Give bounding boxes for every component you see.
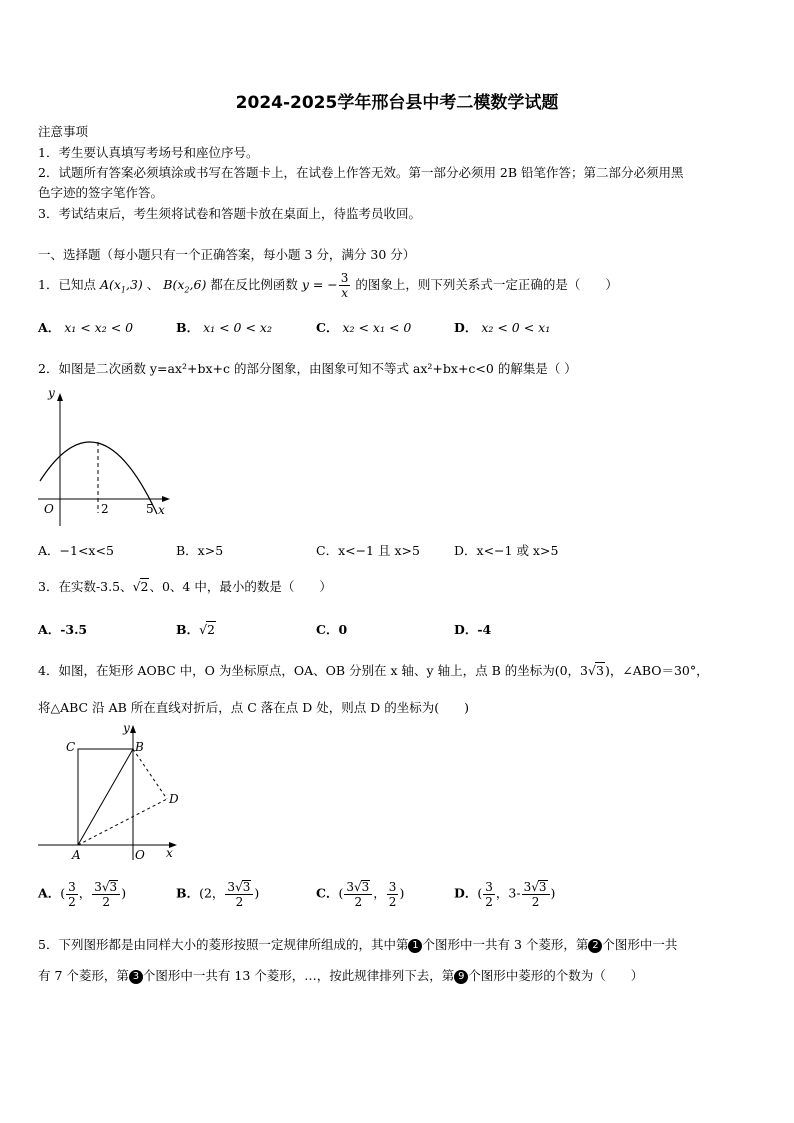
- q1-text-pre: 1．已知点: [38, 277, 96, 292]
- q1-option-a: A． x₁ < x₂ < 0: [38, 320, 134, 335]
- q1-text-post: 的图象上，则下列关系式一定正确的是（ ）: [355, 277, 618, 292]
- q2-y-arrow: [57, 393, 63, 401]
- q3-option-d: D．-4: [454, 622, 492, 637]
- q2-option-a: A．−1<x<5: [38, 543, 114, 558]
- question-5-line-2: 有 7 个菱形，第 3 个图形中一共有 13 个菱形，…，按此规律排列下去，第 9 个图形中菱形的个数为（ ）: [38, 968, 644, 983]
- q3-option-b: B．√2: [176, 622, 215, 637]
- q1-point-b: $B(x_2,6)$: [163, 277, 207, 295]
- question-2: 2．如图是二次函数 y=ax²+bx+c 的部分图象，由图象可知不等式 ax²+bx+c<0 的解集是（ ）: [38, 361, 577, 376]
- q2-option-b: B．x>5: [176, 543, 224, 558]
- q4-label-a: A: [72, 848, 81, 862]
- q3-option-a: A．-3.5: [38, 622, 88, 637]
- q4-y-arrow: [130, 725, 136, 733]
- q2-y-label: y: [48, 388, 55, 400]
- question-3: 3．在实数-3.5、√2、0、4 中，最小的数是（ ）: [38, 579, 332, 594]
- q4-label-o: O: [135, 848, 145, 862]
- q2-x-label: x: [158, 503, 165, 517]
- q1-fraction: $\frac{3}{x}$: [340, 271, 349, 300]
- circled-number-1: 1: [408, 939, 422, 953]
- q2-option-d: D．x<−1 或 x>5: [454, 543, 559, 558]
- q4-label-c: C: [66, 740, 76, 754]
- notice-item-1: 1．考生要认真填写考场号和座位序号。: [38, 145, 259, 160]
- q2-parabola-graph: [30, 388, 175, 533]
- q4-option-d: D．( $\frac{3}{2}$ ，3- $\frac{3√3}{2}$ ): [454, 879, 556, 909]
- q2-x-arrow: [162, 496, 170, 502]
- q4-label-x: x: [166, 846, 173, 860]
- section-heading: 一、选择题（每小题只有一个正确答案，每小题 3 分，满分 30 分）: [38, 247, 416, 262]
- q3-option-c: C．0: [316, 622, 348, 637]
- q2-option-c: C．x<−1 且 x>5: [316, 543, 420, 558]
- question-1: [38, 272, 618, 299]
- q2-tick-5: 5: [146, 502, 154, 516]
- notice-heading: 注意事项: [38, 124, 89, 139]
- question-4-line-1: 4．如图，在矩形 AOBC 中，O 为坐标原点，OA、OB 分别在 x 轴、y 轴上，点 B 的坐标为(0，3√3)，∠ABO＝30°，: [38, 663, 709, 678]
- q4-label-b: B: [135, 740, 144, 754]
- q1-option-c: C． x₂ < x₁ < 0: [316, 320, 412, 335]
- q1-sep: 、: [146, 277, 160, 292]
- q4-option-c: C．( $\frac{3√3}{2}$ ， $\frac{3}{2}$ ): [316, 879, 405, 909]
- question-5-line-1: 5．下列图形都是由同样大小的菱形按照一定规律所组成的，其中第 1 个图形中一共有 3 个菱形，第 2 个图形中一共: [38, 937, 678, 952]
- page-title: 2024-2025学年邢台县中考二模数学试题: [235, 93, 559, 113]
- q2-tick-2: 2: [101, 502, 109, 516]
- q4-option-a: A．( $\frac{3}{2}$ ， $\frac{3√3}{2}$ ): [38, 879, 127, 909]
- question-4-line-2: 将△ABC 沿 AB 所在直线对折后，点 C 落在点 D 处，则点 D 的坐标为( ): [38, 700, 469, 715]
- notice-item-2b: 色字迹的签字笔作答。: [38, 185, 164, 200]
- circled-number-2: 2: [588, 939, 602, 953]
- circled-number-9: 9: [454, 970, 468, 984]
- q4-segment-bd: [133, 749, 167, 799]
- q4-label-y: y: [123, 721, 130, 735]
- notice-item-3: 3．考试结束后，考生须将试卷和答题卡放在桌面上，待监考员收回。: [38, 206, 421, 221]
- q4-option-b: B．(2， $\frac{3√3}{2}$ ): [176, 880, 260, 909]
- q4-label-d: D: [169, 792, 179, 806]
- q4-rectangle-graph: [34, 720, 184, 865]
- q1-point-a: $A(x_1,3)$: [99, 277, 143, 295]
- notice-item-2a: 2．试题所有答案必须填涂或书写在答题卡上，在试卷上作答无效。第一部分必须用 2B 铅笔作答；第二部分必须用黑: [38, 165, 684, 180]
- q1-option-d: D． x₂ < 0 < x₁: [454, 320, 551, 335]
- circled-number-3: 3: [129, 970, 143, 984]
- q2-origin-label: O: [44, 502, 54, 516]
- q1-text-mid: 都在反比例函数: [210, 277, 298, 292]
- q1-function: y = −: [301, 277, 338, 292]
- q1-option-b: B． x₁ < 0 < x₂: [176, 320, 272, 335]
